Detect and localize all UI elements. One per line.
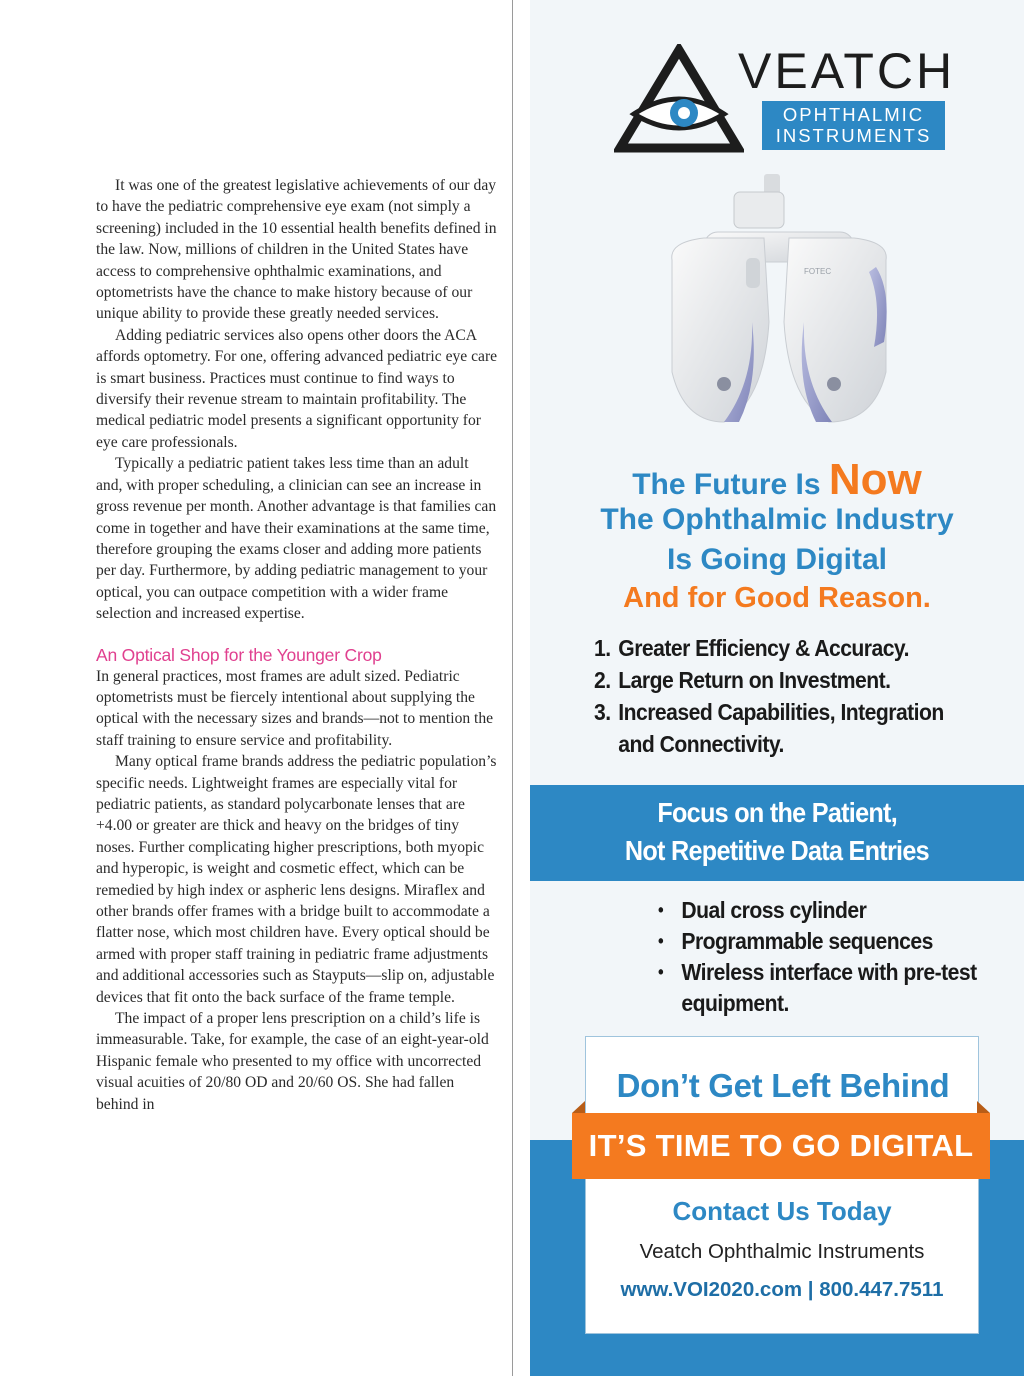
- cta-heading: Don’t Get Left Behind: [616, 1067, 950, 1104]
- headline-emphasis: Now: [828, 455, 922, 504]
- veatch-eye-logo-icon: [614, 44, 744, 154]
- bullet-icon: •: [658, 962, 664, 982]
- article-subheading: An Optical Shop for the Younger Crop: [96, 644, 382, 665]
- list-item: [594, 664, 972, 696]
- ribbon-fold-left: [572, 1101, 585, 1113]
- list-number: 1.: [594, 635, 611, 661]
- advertisement: [530, 0, 1024, 1376]
- ad-headline-line: Is Going Digital: [666, 543, 887, 576]
- contact-heading: Contact Us Today: [672, 1196, 892, 1226]
- brand-subtitle-line: OPHTHALMIC: [782, 104, 925, 125]
- article-column: [96, 175, 498, 1115]
- ad-headline-line: And for Good Reason.: [623, 582, 931, 614]
- article-paragraph: Typically a pediatric patient takes less time than an adult and, with proper scheduling, a clinician can see an increase in gross revenue per month. Another advantage is that families can come in together and have their examinations at the same time, therefore grouping the exams closer and adding more patients per day. Furthermore, by adding pediatric management to your optical, you can outpace competition with a wider frame selection and increased expertise.: [96, 455, 497, 623]
- focus-banner: [530, 785, 1024, 881]
- cta-banner: IT’S TIME TO GO DIGITAL: [572, 1113, 990, 1179]
- list-number: 3.: [594, 699, 611, 725]
- reasons-list: [594, 632, 972, 760]
- ribbon-fold-right: [977, 1101, 990, 1113]
- list-text: Large Return on Investment.: [618, 667, 891, 693]
- list-text: Programmable sequences: [681, 928, 933, 954]
- features-list: [658, 895, 982, 1019]
- list-item: [658, 895, 982, 926]
- bullet-icon: •: [658, 931, 664, 951]
- list-item: [594, 632, 972, 664]
- list-text: Increased Capabilities, Integration and Connectivity.: [618, 699, 944, 757]
- article-paragraph: In general practices, most frames are adult sized. Pediatric optometrists must be fiercely intentional about supplying the optical with the necessary sizes and brands—not to mention the staff training to ensure service and profitability.: [96, 667, 494, 749]
- article-paragraph: The impact of a proper lens prescription on a child’s life is immeasurable. Take, for example, the case of an eight-year-old Hispanic female who presented to my office with uncorrected visual acuities of 20/80 OD and 20/60 OS. She had fallen behind in: [96, 1010, 489, 1113]
- banner-line: Not Repetitive Data Entries: [624, 835, 930, 866]
- bullet-icon: •: [658, 900, 664, 920]
- banner-line: Focus on the Patient,: [657, 797, 897, 828]
- list-item: [594, 696, 972, 760]
- phoropter-label: FOTEC: [804, 267, 832, 276]
- list-item: [658, 926, 982, 957]
- list-item: [658, 957, 982, 1019]
- brand-name: VEATCH: [738, 43, 956, 99]
- list-text: Wireless interface with pre-test equipment.: [681, 959, 977, 1016]
- column-divider: [512, 0, 513, 1376]
- list-text: Dual cross cylinder: [681, 897, 867, 923]
- brand-subtitle-box: [762, 101, 945, 150]
- phoropter-image: [664, 172, 894, 442]
- ad-headline-line: The Ophthalmic Industry: [600, 503, 954, 536]
- ad-headline: [530, 455, 1024, 505]
- contact-info: www.VOI2020.com | 800.447.7511: [620, 1278, 944, 1301]
- list-number: 2.: [594, 667, 611, 693]
- article-paragraph: Adding pediatric services also opens other doors the ACA affords optometry. For one, offering advanced pediatric eye care is smart business. Practices must continue to find ways to diversify their revenue stream to maintain profitability. The medical pediatric model presents a significant opportunity for eye care professionals.: [96, 326, 498, 451]
- article-paragraph: Many optical frame brands address the pediatric population’s specific needs. Lightweight frames are especially vital for pediatric patients, as standard polycarbonate lenses that are +4.00 or greater are thick and heavy on the bridges of tiny noses. Further complicating higher prescriptions, both myopic and hyperopic, is weight and cosmetic effect, which can be remedied by high index or aspheric lens designs. Miraflex and other brands offer frames with a bridge built to accommodate a flatter nose, which most children have. Every optical should be armed with proper staff training in pediatric frame adjustments and additional accessories such as Stayputs—slip on, adjustable devices that fit onto the back surface of the frame temple.: [96, 753, 497, 1006]
- contact-company: Veatch Ophthalmic Instruments: [639, 1240, 925, 1263]
- brand-subtitle-line: INSTRUMENTS: [775, 125, 932, 146]
- headline-text: The Future Is: [632, 468, 829, 501]
- list-text: Greater Efficiency & Accuracy.: [618, 635, 909, 661]
- article-paragraph: It was one of the greatest legislative achievements of our day to have the pediatric comprehensive eye exam (not simply a screening) included in the 10 essential health benefits defined in the law. Now, millions of children in the United States have access to comprehensive ophthalmic examinations, and optometrists have the chance to make history because of our unique ability to provide these greatly needed services.: [96, 177, 497, 323]
